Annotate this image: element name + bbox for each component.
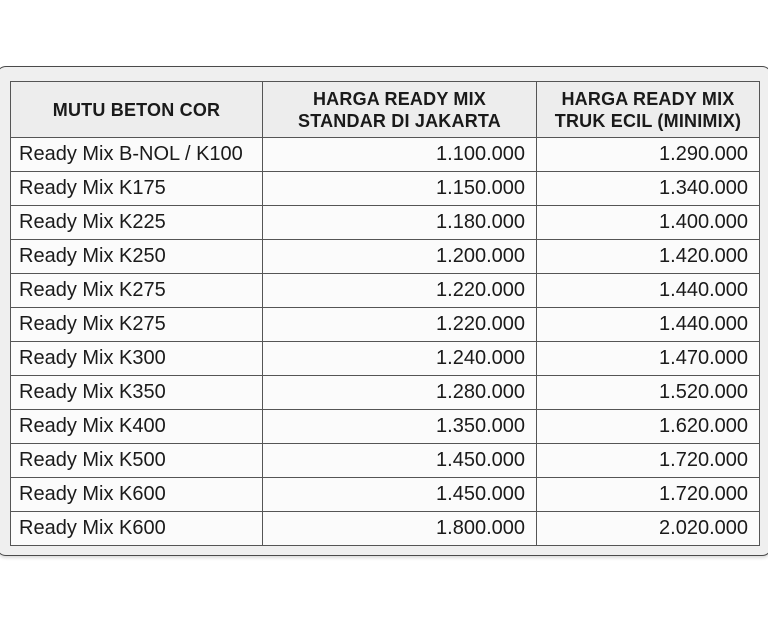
cell-harga-minimix: 1.420.000 (537, 240, 760, 274)
ready-mix-price-table (10, 81, 760, 546)
cell-harga-standar: 1.220.000 (263, 274, 537, 308)
cell-harga-minimix: 1.470.000 (537, 342, 760, 376)
table-row (11, 342, 760, 376)
cell-harga-minimix: 2.020.000 (537, 512, 760, 546)
cell-harga-standar: 1.350.000 (263, 410, 537, 444)
header-minimix-line1: HARGA READY MIX (561, 88, 735, 109)
cell-mutu-beton: Ready Mix K275 (11, 274, 263, 308)
header-mutu-beton (11, 82, 263, 138)
cell-mutu-beton: Ready Mix K225 (11, 206, 263, 240)
cell-harga-minimix: 1.440.000 (537, 274, 760, 308)
header-harga-standar (263, 82, 537, 138)
table-row (11, 444, 760, 478)
cell-harga-standar: 1.200.000 (263, 240, 537, 274)
header-minimix-line2: TRUK ECIL (MINIMIX) (554, 110, 742, 131)
cell-harga-minimix: 1.720.000 (537, 478, 760, 512)
cell-harga-standar: 1.450.000 (263, 478, 537, 512)
cell-harga-minimix: 1.290.000 (537, 138, 760, 172)
cell-harga-minimix: 1.440.000 (537, 308, 760, 342)
table-row (11, 376, 760, 410)
cell-harga-minimix: 1.520.000 (537, 376, 760, 410)
cell-harga-minimix: 1.720.000 (537, 444, 760, 478)
cell-harga-standar: 1.240.000 (263, 342, 537, 376)
table-row (11, 512, 760, 546)
cell-harga-standar: 1.220.000 (263, 308, 537, 342)
table-row (11, 478, 760, 512)
cell-mutu-beton: Ready Mix K500 (11, 444, 263, 478)
table-row (11, 274, 760, 308)
table-row (11, 138, 760, 172)
cell-mutu-beton: Ready Mix K400 (11, 410, 263, 444)
cell-mutu-beton: Ready Mix K350 (11, 376, 263, 410)
cell-harga-minimix: 1.400.000 (537, 206, 760, 240)
cell-mutu-beton: Ready Mix K600 (11, 478, 263, 512)
header-harga-minimix (537, 82, 760, 138)
cell-harga-standar: 1.450.000 (263, 444, 537, 478)
table-row (11, 308, 760, 342)
table-body (11, 138, 760, 546)
table-row (11, 172, 760, 206)
cell-harga-minimix: 1.340.000 (537, 172, 760, 206)
header-standar-line2: STANDAR DI JAKARTA (298, 110, 501, 131)
cell-harga-standar: 1.280.000 (263, 376, 537, 410)
cell-mutu-beton: Ready Mix K175 (11, 172, 263, 206)
table-row (11, 410, 760, 444)
cell-harga-minimix: 1.620.000 (537, 410, 760, 444)
table-row (11, 240, 760, 274)
cell-mutu-beton: Ready Mix K275 (11, 308, 263, 342)
header-mutu-label: MUTU BETON COR (52, 99, 221, 120)
cell-harga-standar: 1.800.000 (263, 512, 537, 546)
table-header-row (11, 82, 760, 138)
cell-mutu-beton: Ready Mix K250 (11, 240, 263, 274)
cell-harga-standar: 1.100.000 (263, 138, 537, 172)
cell-mutu-beton: Ready Mix K600 (11, 512, 263, 546)
header-standar-line1: HARGA READY MIX (312, 88, 486, 109)
table-row (11, 206, 760, 240)
cell-harga-standar: 1.180.000 (263, 206, 537, 240)
cell-harga-standar: 1.150.000 (263, 172, 537, 206)
cell-mutu-beton: Ready Mix K300 (11, 342, 263, 376)
cell-mutu-beton: Ready Mix B-NOL / K100 (11, 138, 263, 172)
